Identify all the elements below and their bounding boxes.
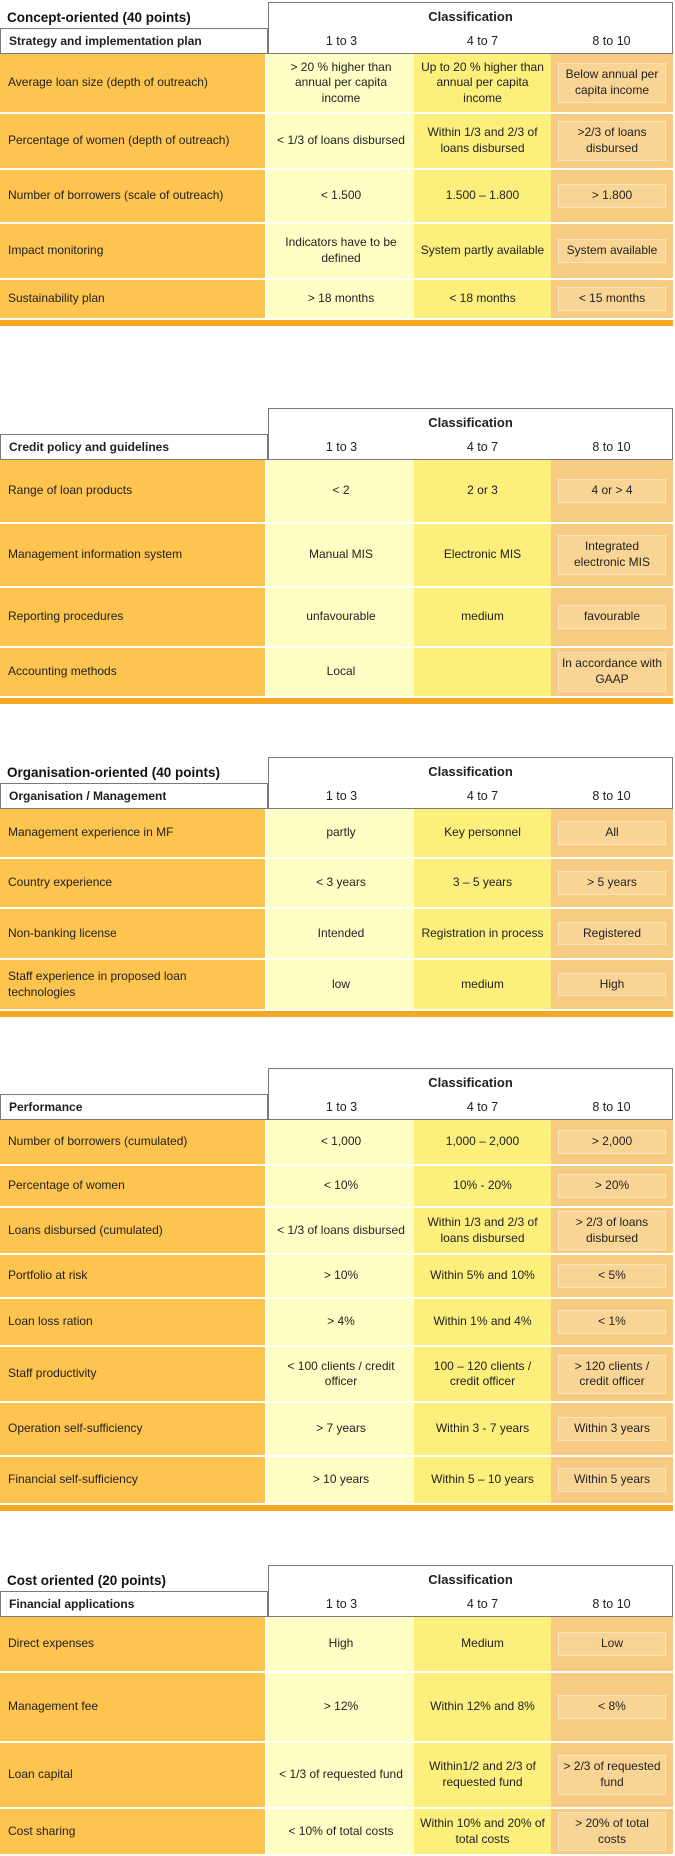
column-header-8to10: 8 to 10 xyxy=(592,33,631,48)
table-header xyxy=(0,757,673,809)
value-1to3: partly xyxy=(268,809,414,857)
table-row xyxy=(0,1299,673,1345)
highlighted-value-box: > 2/3 of loans disbursed xyxy=(558,1211,666,1250)
value-4to7: Within 5 – 10 years xyxy=(414,1457,551,1503)
table-row xyxy=(0,1403,673,1455)
value-1to3: < 2 xyxy=(268,460,414,522)
column-header-8to10: 8 to 10 xyxy=(592,788,631,803)
value-8to10 xyxy=(551,1120,673,1164)
table-row xyxy=(0,859,673,907)
value-1to3: > 10 years xyxy=(268,1457,414,1503)
highlighted-value-box: > 120 clients / credit officer xyxy=(558,1355,666,1394)
highlighted-value-box: Low xyxy=(558,1632,666,1656)
table-row xyxy=(0,1457,673,1503)
table-header xyxy=(0,2,673,54)
classification-box xyxy=(268,1565,673,1617)
value-4to7: 3 – 5 years xyxy=(414,859,551,907)
value-1to3: < 1/3 of requested fund xyxy=(268,1743,414,1807)
highlighted-value-box: In accordance with GAAP xyxy=(558,652,666,691)
rating-table-3 xyxy=(0,757,673,1017)
highlighted-value-box: Registered xyxy=(558,922,666,946)
highlighted-value-box: < 1% xyxy=(558,1310,666,1334)
column-header-1to3: 1 to 3 xyxy=(325,788,358,803)
value-1to3: Intended xyxy=(268,909,414,958)
criterion-label: Loans disbursed (cumulated) xyxy=(0,1208,268,1253)
table-body xyxy=(0,54,673,318)
value-1to3: > 12% xyxy=(268,1673,414,1741)
category-subtitle: Financial applications xyxy=(0,1591,268,1617)
column-header-1to3: 1 to 3 xyxy=(325,1099,358,1114)
value-8to10 xyxy=(551,460,673,522)
value-8to10 xyxy=(551,648,673,696)
value-4to7: Within1/2 and 2/3 of requested fund xyxy=(414,1743,551,1807)
value-1to3: Indicators have to be defined xyxy=(268,224,414,278)
highlighted-value-box: > 5 years xyxy=(558,871,666,895)
table-row xyxy=(0,1347,673,1401)
value-4to7: 100 – 120 clients / credit officer xyxy=(414,1347,551,1401)
table-header xyxy=(0,1565,673,1617)
value-4to7: Within 1/3 and 2/3 of loans disbursed xyxy=(414,1208,551,1253)
table-row xyxy=(0,1120,673,1164)
classification-column-headers xyxy=(269,28,672,53)
table-row xyxy=(0,1743,673,1807)
value-8to10 xyxy=(551,809,673,857)
table-body xyxy=(0,809,673,1009)
rating-table-1 xyxy=(0,2,673,326)
value-1to3: > 4% xyxy=(268,1299,414,1345)
table-row xyxy=(0,460,673,522)
value-4to7: medium xyxy=(414,588,551,646)
criterion-label: Financial self-sufficiency xyxy=(0,1457,268,1503)
criterion-label: Cost sharing xyxy=(0,1809,268,1854)
table-row xyxy=(0,1255,673,1297)
value-8to10 xyxy=(551,280,673,318)
table-row xyxy=(0,1617,673,1671)
highlighted-value-box: Within 5 years xyxy=(558,1468,666,1492)
category-subtitle: Organisation / Management xyxy=(0,783,268,809)
category-subtitle: Credit policy and guidelines xyxy=(0,434,268,460)
value-4to7: Registration in process xyxy=(414,909,551,958)
value-8to10 xyxy=(551,114,673,168)
criterion-label: Number of borrowers (scale of outreach) xyxy=(0,170,268,222)
value-4to7: Within 1% and 4% xyxy=(414,1299,551,1345)
highlighted-value-box: favourable xyxy=(558,605,666,629)
value-8to10 xyxy=(551,1208,673,1253)
value-4to7 xyxy=(414,648,551,696)
value-8to10 xyxy=(551,54,673,112)
column-header-1to3: 1 to 3 xyxy=(325,1596,358,1611)
highlighted-value-box: < 8% xyxy=(558,1695,666,1719)
table-row xyxy=(0,1208,673,1253)
value-1to3: > 7 years xyxy=(268,1403,414,1455)
table-row xyxy=(0,960,673,1009)
value-8to10 xyxy=(551,859,673,907)
classification-box xyxy=(268,757,673,809)
table-footer-strip xyxy=(0,698,673,704)
criterion-label: Management information system xyxy=(0,524,268,586)
classification-column-headers xyxy=(269,783,672,808)
classification-box xyxy=(268,408,673,460)
column-header-8to10: 8 to 10 xyxy=(592,1596,631,1611)
value-1to3: > 18 months xyxy=(268,280,414,318)
value-1to3: low xyxy=(268,960,414,1009)
value-8to10 xyxy=(551,960,673,1009)
value-1to3: < 10% of total costs xyxy=(268,1809,414,1854)
criterion-label: Country experience xyxy=(0,859,268,907)
value-8to10 xyxy=(551,524,673,586)
highlighted-value-box: System available xyxy=(558,239,666,263)
highlighted-value-box: High xyxy=(558,973,666,997)
rating-table-4 xyxy=(0,1068,673,1511)
classification-label: Classification xyxy=(428,9,513,24)
value-8to10 xyxy=(551,1809,673,1854)
table-row xyxy=(0,909,673,958)
value-4to7: medium xyxy=(414,960,551,1009)
criterion-label: Range of loan products xyxy=(0,460,268,522)
criterion-label: Percentage of women (depth of outreach) xyxy=(0,114,268,168)
value-1to3: < 1/3 of loans disbursed xyxy=(268,1208,414,1253)
value-4to7: Key personnel xyxy=(414,809,551,857)
table-body xyxy=(0,1120,673,1503)
column-header-4to7: 4 to 7 xyxy=(466,1099,499,1114)
classification-label: Classification xyxy=(428,1572,513,1587)
criterion-label: Portfolio at risk xyxy=(0,1255,268,1297)
value-8to10 xyxy=(551,224,673,278)
highlighted-value-box: All xyxy=(558,821,666,845)
classification-label: Classification xyxy=(428,1075,513,1090)
classification-column-headers xyxy=(269,1094,672,1119)
value-1to3: Manual MIS xyxy=(268,524,414,586)
criterion-label: Staff productivity xyxy=(0,1347,268,1401)
value-1to3: < 3 years xyxy=(268,859,414,907)
table-footer-strip xyxy=(0,320,673,326)
category-subtitle: Performance xyxy=(0,1094,268,1120)
value-4to7: Medium xyxy=(414,1617,551,1671)
criterion-label: Accounting methods xyxy=(0,648,268,696)
value-4to7: Within 10% and 20% of total costs xyxy=(414,1809,551,1854)
table-row xyxy=(0,114,673,168)
value-1to3: < 1/3 of loans disbursed xyxy=(268,114,414,168)
value-1to3: unfavourable xyxy=(268,588,414,646)
rating-table-2 xyxy=(0,408,673,704)
table-header xyxy=(0,1068,673,1120)
value-8to10 xyxy=(551,1299,673,1345)
value-1to3: < 1,000 xyxy=(268,1120,414,1164)
criterion-label: Loan loss ration xyxy=(0,1299,268,1345)
column-header-4to7: 4 to 7 xyxy=(466,439,499,454)
value-4to7: 10% - 20% xyxy=(414,1166,551,1206)
criterion-label: Reporting procedures xyxy=(0,588,268,646)
rating-table-5 xyxy=(0,1565,673,1856)
table-header xyxy=(0,408,673,460)
column-header-1to3: 1 to 3 xyxy=(325,439,358,454)
classification-box xyxy=(268,2,673,54)
section-title: Organisation-oriented (40 points) xyxy=(7,765,221,780)
table-row xyxy=(0,1166,673,1206)
highlighted-value-box: 4 or > 4 xyxy=(558,479,666,503)
value-4to7: 1.500 – 1.800 xyxy=(414,170,551,222)
column-header-4to7: 4 to 7 xyxy=(466,33,499,48)
value-4to7: Up to 20 % higher than annual per capita income xyxy=(414,54,551,112)
criterion-label: Average loan size (depth of outreach) xyxy=(0,54,268,112)
highlighted-value-box: > 2,000 xyxy=(558,1130,666,1154)
highlighted-value-box: > 20% of total costs xyxy=(558,1812,666,1851)
table-row xyxy=(0,1673,673,1741)
section-title: Cost oriented (20 points) xyxy=(7,1573,167,1588)
criterion-label: Impact monitoring xyxy=(0,224,268,278)
classification-column-headers xyxy=(269,1591,672,1616)
value-4to7: System partly available xyxy=(414,224,551,278)
value-4to7: 2 or 3 xyxy=(414,460,551,522)
classification-column-headers xyxy=(269,434,672,459)
value-8to10 xyxy=(551,1403,673,1455)
highlighted-value-box: > 2/3 of requested fund xyxy=(558,1755,666,1794)
criterion-label: Loan capital xyxy=(0,1743,268,1807)
table-body xyxy=(0,460,673,696)
value-8to10 xyxy=(551,588,673,646)
highlighted-value-box: > 20% xyxy=(558,1174,666,1198)
table-footer-strip xyxy=(0,1505,673,1511)
value-4to7: Within 5% and 10% xyxy=(414,1255,551,1297)
value-4to7: Within 1/3 and 2/3 of loans disbursed xyxy=(414,114,551,168)
value-1to3: < 100 clients / credit officer xyxy=(268,1347,414,1401)
table-row xyxy=(0,224,673,278)
criterion-label: Non-banking license xyxy=(0,909,268,958)
value-8to10 xyxy=(551,1166,673,1206)
value-4to7: Within 12% and 8% xyxy=(414,1673,551,1741)
table-row xyxy=(0,524,673,586)
value-4to7: < 18 months xyxy=(414,280,551,318)
value-8to10 xyxy=(551,1743,673,1807)
value-4to7: Electronic MIS xyxy=(414,524,551,586)
value-4to7: 1,000 – 2,000 xyxy=(414,1120,551,1164)
table-row xyxy=(0,588,673,646)
value-1to3: < 1.500 xyxy=(268,170,414,222)
value-8to10 xyxy=(551,1457,673,1503)
highlighted-value-box: Within 3 years xyxy=(558,1417,666,1441)
table-row xyxy=(0,809,673,857)
column-header-8to10: 8 to 10 xyxy=(592,1099,631,1114)
criterion-label: Direct expenses xyxy=(0,1617,268,1671)
criterion-label: Staff experience in proposed loan technologies xyxy=(0,960,268,1009)
value-1to3: High xyxy=(268,1617,414,1671)
highlighted-value-box: Below annual per capita income xyxy=(558,63,666,102)
highlighted-value-box: > 1.800 xyxy=(558,184,666,208)
classification-label: Classification xyxy=(428,764,513,779)
value-8to10 xyxy=(551,1347,673,1401)
section-title: Concept-oriented (40 points) xyxy=(7,10,191,25)
criterion-label: Management experience in MF xyxy=(0,809,268,857)
table-footer-strip xyxy=(0,1011,673,1017)
criterion-label: Operation self-sufficiency xyxy=(0,1403,268,1455)
value-1to3: Local xyxy=(268,648,414,696)
table-row xyxy=(0,54,673,112)
criterion-label: Sustainability plan xyxy=(0,280,268,318)
classification-box xyxy=(268,1068,673,1120)
value-8to10 xyxy=(551,909,673,958)
highlighted-value-box: < 15 months xyxy=(558,287,666,311)
table-body xyxy=(0,1617,673,1854)
table-row xyxy=(0,280,673,318)
criterion-label: Number of borrowers (cumulated) xyxy=(0,1120,268,1164)
value-8to10 xyxy=(551,1673,673,1741)
table-row xyxy=(0,1809,673,1854)
criterion-label: Management fee xyxy=(0,1673,268,1741)
table-row xyxy=(0,170,673,222)
criterion-label: Percentage of women xyxy=(0,1166,268,1206)
value-8to10 xyxy=(551,1255,673,1297)
column-header-8to10: 8 to 10 xyxy=(592,439,631,454)
classification-label: Classification xyxy=(428,415,513,430)
highlighted-value-box: < 5% xyxy=(558,1264,666,1288)
table-row xyxy=(0,648,673,696)
value-1to3: > 10% xyxy=(268,1255,414,1297)
column-header-4to7: 4 to 7 xyxy=(466,788,499,803)
highlighted-value-box: Integrated electronic MIS xyxy=(558,535,666,574)
value-1to3: > 20 % higher than annual per capita income xyxy=(268,54,414,112)
column-header-4to7: 4 to 7 xyxy=(466,1596,499,1611)
value-8to10 xyxy=(551,1617,673,1671)
value-4to7: Within 3 - 7 years xyxy=(414,1403,551,1455)
column-header-1to3: 1 to 3 xyxy=(325,33,358,48)
highlighted-value-box: >2/3 of loans disbursed xyxy=(558,121,666,160)
category-subtitle: Strategy and implementation plan xyxy=(0,28,268,54)
value-8to10 xyxy=(551,170,673,222)
value-1to3: < 10% xyxy=(268,1166,414,1206)
